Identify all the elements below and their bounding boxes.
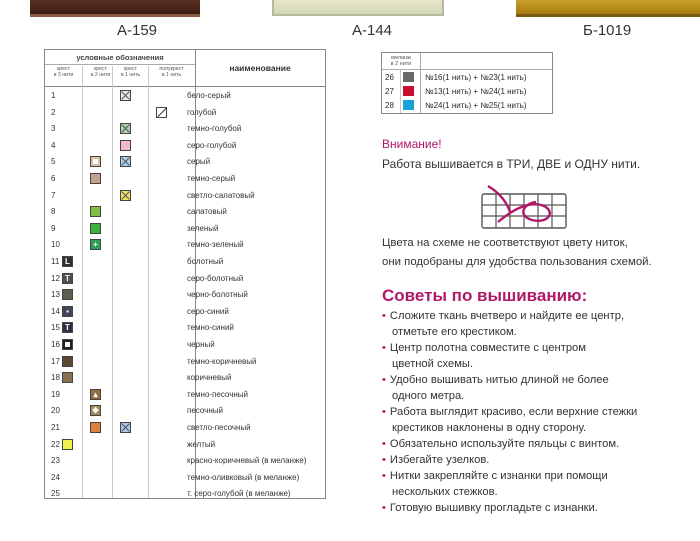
- legend-row: [45, 337, 325, 354]
- legend-symbol-swatch: T: [62, 322, 73, 333]
- legend-row-name: серо-синий: [187, 306, 229, 316]
- tip-line-1: Работа выглядит красиво, если верхние стежки: [389, 406, 638, 418]
- legend-row: [45, 88, 325, 105]
- legend-row-name: серо-болотный: [187, 273, 244, 283]
- legend-row-name: темно-коричневый: [187, 356, 257, 366]
- tip-line-2: нескольких стежков.: [392, 485, 498, 498]
- legend-row: [45, 420, 325, 437]
- legend-row: [45, 403, 325, 420]
- legend-header-symbols: условные обозначения: [76, 53, 164, 62]
- tip-line-2: крестиков наклонены в одну сторону.: [392, 421, 587, 434]
- legend-symbol-swatch: [62, 439, 73, 450]
- legend-subheader-half-cross: полукрест в 1 нить: [159, 66, 184, 78]
- tip-line-1: Сложите ткань вчетверо и найдите ее центр,: [389, 310, 625, 322]
- bullet-icon: •: [382, 438, 386, 450]
- melange-header: меланж в 2 нити: [390, 55, 412, 67]
- legend-row-name: болотный: [187, 257, 224, 266]
- tip-item: [382, 341, 692, 372]
- color-legend-table: [44, 49, 326, 499]
- legend-symbol-swatch: [120, 156, 131, 167]
- color-note-line-1: Цвета на схеме не соответствуют цвету ниток,: [382, 237, 628, 249]
- tip-line-1: Обязательно используйте пяльцы с винтом.: [389, 438, 620, 450]
- legend-row: [45, 320, 325, 337]
- tip-line-2: одного метра.: [392, 389, 465, 402]
- legend-symbol-swatch: T: [62, 273, 73, 284]
- legend-row-number: 10: [51, 240, 60, 250]
- tip-line-2: отметьте его крестиком.: [392, 325, 517, 338]
- melange-row-number: 27: [385, 87, 394, 96]
- legend-row: [45, 121, 325, 138]
- legend-symbol-swatch: [120, 422, 131, 433]
- legend-row-number: 1: [51, 91, 56, 100]
- tip-item: [382, 501, 692, 532]
- legend-row-name: т. серо-голубой (в меланже): [187, 489, 291, 499]
- legend-row-number: 14: [51, 306, 60, 316]
- tip-line-2: цветной схемы.: [392, 357, 474, 370]
- bullet-icon: •: [382, 502, 386, 514]
- tip-line-2: [382, 518, 392, 530]
- frame-image-a144: [272, 0, 444, 16]
- legend-row: [45, 437, 325, 454]
- frame-image-b1019: [516, 0, 700, 17]
- tip-line-1: Удобно вышивать нитью длиной не более: [389, 374, 609, 386]
- melange-row-number: 26: [385, 73, 394, 82]
- legend-symbol-swatch: [62, 339, 73, 350]
- legend-header: [45, 50, 325, 86]
- legend-row-name: красно-коричневый (в меланже): [187, 456, 307, 466]
- legend-row: [45, 105, 325, 122]
- legend-symbol-swatch: +: [90, 239, 101, 250]
- legend-symbol-swatch: L: [62, 256, 73, 267]
- legend-row: [45, 387, 325, 404]
- melange-row: [382, 70, 552, 84]
- legend-row-name: темно-синий: [187, 323, 234, 333]
- legend-symbol-swatch: [62, 289, 73, 300]
- legend-row: [45, 237, 325, 254]
- legend-symbol-swatch: [120, 123, 131, 134]
- legend-row-name: черно-болотный: [187, 290, 248, 300]
- legend-row-number: 7: [51, 190, 56, 200]
- bullet-icon: •: [382, 470, 386, 482]
- legend-row-name: бело-серый: [187, 91, 231, 100]
- legend-row: [45, 254, 325, 271]
- legend-symbol-swatch: [90, 223, 101, 234]
- legend-row: [45, 354, 325, 371]
- legend-row-name: темно-зеленый: [187, 240, 244, 250]
- frame-caption-a144: А-144: [352, 22, 393, 39]
- bullet-icon: •: [382, 454, 386, 466]
- legend-row-name: голубой: [187, 107, 217, 117]
- legend-row-number: 17: [51, 356, 60, 366]
- legend-symbol-swatch: ▪: [62, 306, 73, 317]
- legend-symbol-swatch: ✥: [90, 405, 101, 416]
- legend-symbol-swatch: [156, 107, 167, 118]
- legend-row-number: 5: [51, 157, 56, 167]
- tip-item: [382, 405, 692, 436]
- legend-row: [45, 188, 325, 205]
- legend-row-name: черный: [187, 340, 215, 349]
- legend-row-name: салатовый: [187, 207, 227, 217]
- melange-row-text: №16(1 нить) + №23(1 нить): [425, 73, 527, 82]
- legend-symbol-swatch: [90, 206, 101, 217]
- legend-symbol-swatch: [120, 190, 131, 201]
- legend-row-number: 16: [51, 340, 60, 349]
- legend-row-number: 21: [51, 423, 60, 432]
- legend-row-name: темно-серый: [187, 174, 236, 183]
- legend-row-name: песочный: [187, 406, 223, 416]
- legend-row-number: 20: [51, 406, 60, 416]
- legend-row-name: темно-песочный: [187, 389, 249, 399]
- melange-row: [382, 98, 552, 112]
- bullet-icon: •: [382, 342, 386, 354]
- legend-row-number: 12: [51, 273, 60, 283]
- legend-row: [45, 470, 325, 487]
- legend-row-number: 15: [51, 323, 60, 333]
- melange-swatch: [403, 100, 414, 110]
- melange-row-text: №13(1 нить) + №24(1 нить): [425, 87, 527, 96]
- legend-subheader-2-threads: крест в 2 нити: [90, 66, 111, 78]
- legend-row-number: 11: [51, 257, 60, 266]
- legend-row-number: 25: [51, 489, 60, 499]
- legend-row: [45, 486, 325, 503]
- melange-row-number: 28: [385, 101, 394, 110]
- legend-row-number: 2: [51, 107, 56, 117]
- tip-line-1: Готовую вышивку прогладьте с изнанки.: [389, 502, 598, 514]
- tip-item: [382, 309, 692, 340]
- melange-swatch: [403, 86, 414, 96]
- frame-image-a159: [30, 0, 200, 17]
- legend-row: [45, 287, 325, 304]
- legend-row: [45, 453, 325, 470]
- legend-row-number: 19: [51, 389, 60, 399]
- legend-row: [45, 154, 325, 171]
- legend-row-name: серый: [187, 157, 211, 167]
- tip-line-1: Избегайте узелков.: [389, 454, 490, 466]
- legend-row: [45, 304, 325, 321]
- tip-item: [382, 373, 692, 404]
- legend-symbol-swatch: [90, 173, 101, 184]
- legend-symbol-swatch: [90, 422, 101, 433]
- legend-row-name: коричневый: [187, 373, 232, 383]
- legend-row: [45, 171, 325, 188]
- attention-title: Внимание!: [382, 137, 442, 151]
- legend-row-number: 4: [51, 140, 56, 150]
- color-note-line-2: они подобраны для удобства пользования схемой.: [382, 256, 652, 268]
- legend-row-name: темно-оливковый (в меланже): [187, 472, 300, 482]
- legend-row-name: серо-голубой: [187, 140, 237, 150]
- legend-row: [45, 271, 325, 288]
- legend-row-number: 22: [51, 439, 60, 449]
- legend-symbol-swatch: [120, 90, 131, 101]
- legend-symbol-swatch: [120, 140, 131, 151]
- legend-row-name: желтый: [187, 439, 216, 449]
- legend-symbol-swatch: [90, 156, 101, 167]
- legend-row-number: 9: [51, 223, 56, 233]
- legend-subheader-3-threads: крест в 3 нити: [53, 66, 74, 78]
- legend-row: [45, 221, 325, 238]
- frame-caption-a159: А-159: [117, 22, 158, 39]
- bullet-icon: •: [382, 406, 386, 418]
- attention-body: Работа вышивается в ТРИ, ДВЕ и ОДНУ нити.: [382, 157, 641, 171]
- melange-row: [382, 84, 552, 98]
- tip-item: [382, 469, 692, 500]
- tip-line-1: Нитки закрепляйте с изнанки при помощи: [389, 470, 608, 482]
- tips-title: Советы по вышиванию:: [382, 286, 588, 305]
- legend-row: [45, 138, 325, 155]
- bullet-icon: •: [382, 310, 386, 322]
- legend-row-number: 24: [51, 472, 60, 482]
- legend-row-name: зеленый: [187, 223, 219, 233]
- melange-table: [381, 52, 553, 114]
- frame-caption-b1019: Б-1019: [583, 22, 632, 39]
- legend-row: [45, 370, 325, 387]
- legend-row-number: 6: [51, 174, 56, 183]
- legend-row-number: 13: [51, 290, 60, 300]
- stitch-diagram-icon: [478, 182, 570, 232]
- legend-row-number: 8: [51, 207, 56, 217]
- legend-row-number: 23: [51, 456, 60, 466]
- tip-line-1: Центр полотна совместите с центром: [389, 342, 586, 354]
- legend-header-name: наименование: [229, 63, 291, 73]
- legend-symbol-swatch: [62, 356, 73, 367]
- legend-row-name: темно-голубой: [187, 124, 242, 134]
- legend-row-name: светло-песочный: [187, 423, 251, 432]
- legend-row-number: 18: [51, 373, 60, 383]
- legend-symbol-swatch: [62, 372, 73, 383]
- legend-row-name: светло-салатовый: [187, 190, 255, 200]
- legend-row: [45, 204, 325, 221]
- legend-row-number: 3: [51, 124, 56, 134]
- legend-subheader-1-thread: крест в 1 нить: [120, 66, 141, 78]
- melange-row-text: №24(1 нить) + №25(1 нить): [425, 101, 527, 110]
- legend-symbol-swatch: ▴: [90, 389, 101, 400]
- bullet-icon: •: [382, 374, 386, 386]
- melange-swatch: [403, 72, 414, 82]
